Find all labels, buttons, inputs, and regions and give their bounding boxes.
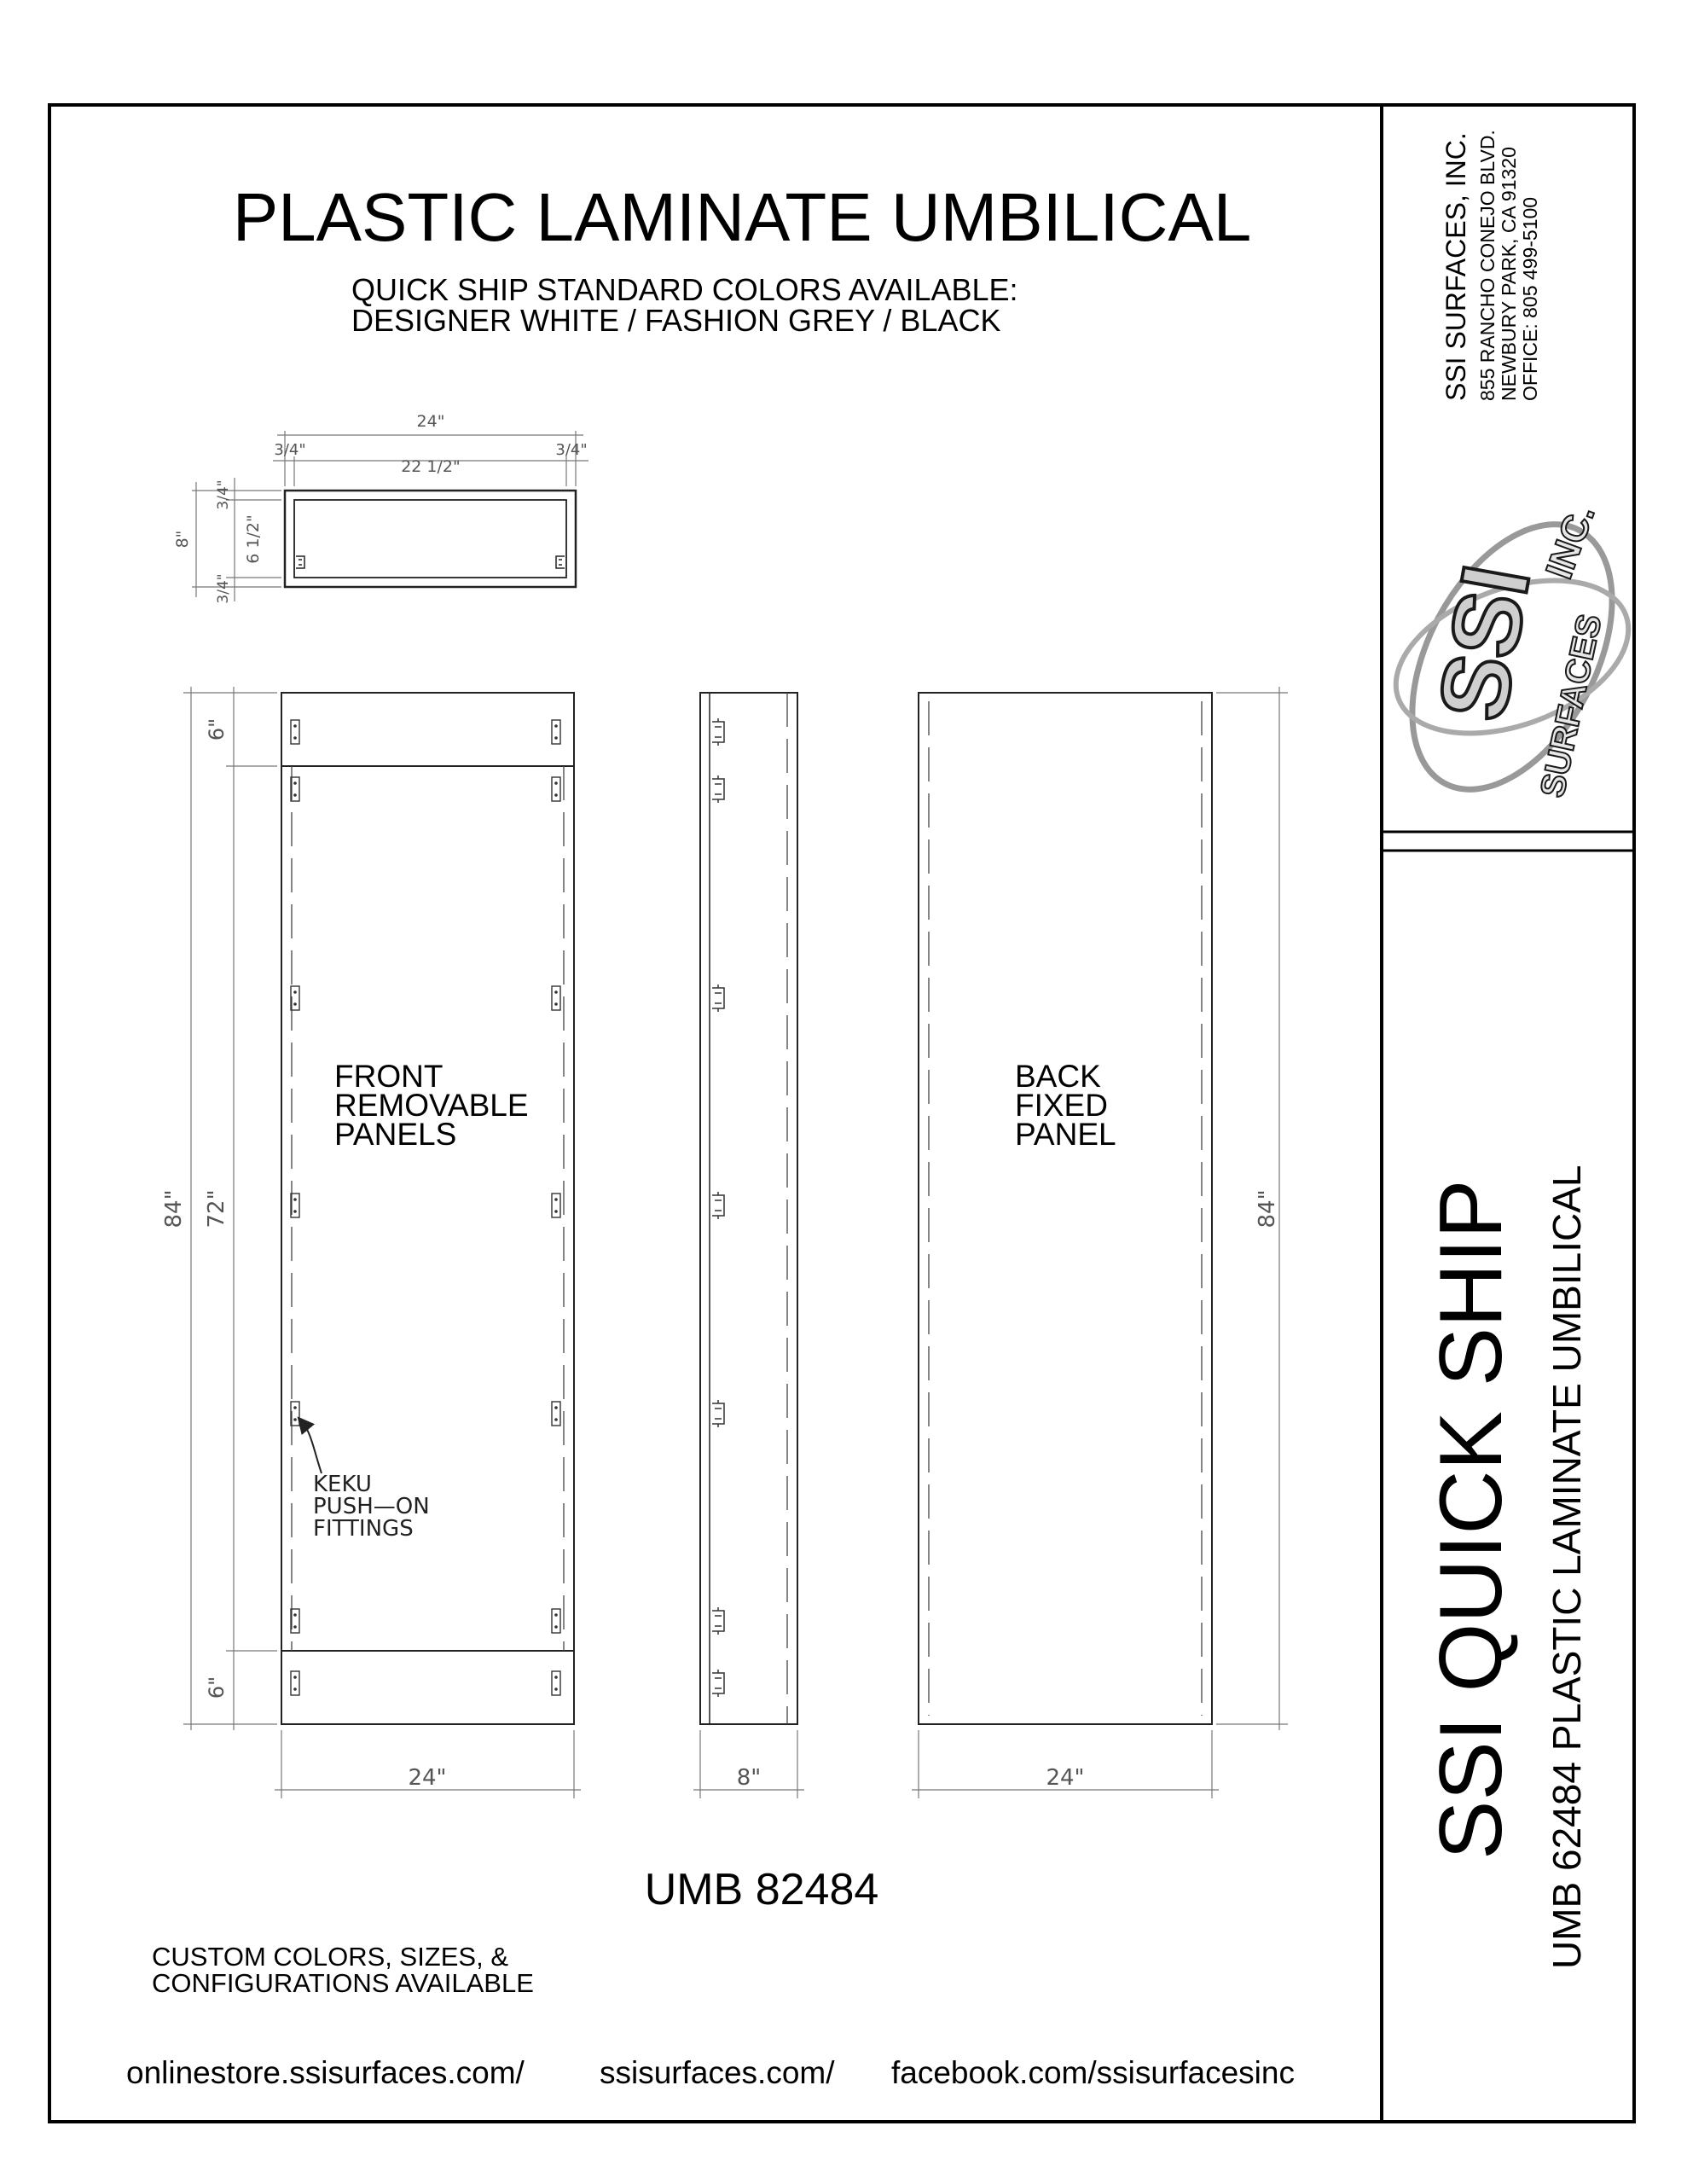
dim-edge-top: 3/4" <box>215 479 232 510</box>
top-section-view <box>173 412 588 604</box>
push-on-fitting <box>552 986 560 1010</box>
logo-mark: SSI <box>1417 557 1551 729</box>
front-panel-outline <box>281 693 574 1724</box>
fittings-group <box>712 718 724 1697</box>
back-label-line-2: FIXED <box>1015 1088 1108 1123</box>
side-panel-outline <box>700 693 797 1724</box>
callout-arrow <box>303 1423 322 1473</box>
back-panel-outline <box>919 693 1212 1724</box>
model-number: UMB 82484 <box>644 1865 879 1914</box>
logo-ring-inc: INC. <box>1538 499 1603 584</box>
push-on-fitting <box>552 1402 560 1426</box>
company-address-1: 855 RANCHO CONEJO BLVD. <box>1476 130 1499 401</box>
side-fitting-clip <box>712 985 724 1012</box>
side-view <box>693 693 804 1798</box>
logo-ring-surfaces: SURFACES <box>1533 611 1609 801</box>
dim-width-overall: 24" <box>416 412 445 431</box>
side-fitting-clip <box>712 775 724 803</box>
front-label-line-1: FRONT <box>334 1059 443 1094</box>
dim-side-width: 8" <box>736 1765 762 1791</box>
company-name: SSI SURFACES, INC. <box>1441 132 1471 401</box>
link-onlinestore[interactable]: onlinestore.ssisurfaces.com/ <box>126 2055 525 2090</box>
push-on-fitting <box>291 720 299 744</box>
front-label-line-3: PANELS <box>334 1117 457 1152</box>
back-label-line-3: PANEL <box>1015 1117 1116 1152</box>
link-website[interactable]: ssisurfaces.com/ <box>600 2055 835 2090</box>
dim-edge-left: 3/4" <box>274 441 306 459</box>
fitting-detail-right <box>556 556 565 568</box>
side-fitting-clip <box>712 1400 724 1427</box>
subtitle-line-2: DESIGNER WHITE / FASHION GREY / BLACK <box>351 303 1001 338</box>
dim-depth-inner: 6 1/2" <box>244 514 263 564</box>
custom-note-line-2: CONFIGURATIONS AVAILABLE <box>152 1968 534 1998</box>
dim-height-panels: 72" <box>204 1189 229 1228</box>
section-inner <box>294 500 566 578</box>
dim-bottom-band: 6" <box>205 1676 229 1699</box>
link-facebook[interactable]: facebook.com/ssisurfacesinc <box>891 2055 1295 2090</box>
callout-line-1: KEKU <box>313 1472 372 1497</box>
dim-edge-right: 3/4" <box>555 441 588 459</box>
push-on-fitting <box>291 1671 299 1695</box>
dim-back-width: 24" <box>1046 1765 1085 1791</box>
side-fitting-clip <box>712 1192 724 1219</box>
back-label-line-1: BACK <box>1015 1059 1101 1094</box>
custom-note-line-1: CUSTOM COLORS, SIZES, & <box>152 1942 509 1972</box>
push-on-fitting <box>552 720 560 744</box>
side-fitting-clip <box>712 718 724 746</box>
front-view <box>161 687 581 1798</box>
side-fitting-clip <box>712 1670 724 1697</box>
front-label-line-2: REMOVABLE <box>334 1088 529 1123</box>
push-on-fitting <box>552 1671 560 1695</box>
fitting-detail-left <box>296 556 304 568</box>
company-phone: OFFICE: 805 499-5100 <box>1519 196 1541 401</box>
push-on-fitting <box>552 1609 560 1633</box>
dim-front-width: 24" <box>408 1765 447 1791</box>
outer-border <box>49 105 1634 2122</box>
dim-top-band: 6" <box>205 717 229 741</box>
dim-depth-overall: 8" <box>173 530 192 549</box>
subtitle-line-1: QUICK SHIP STANDARD COLORS AVAILABLE: <box>351 272 1018 307</box>
ssi-logo <box>1371 491 1654 823</box>
company-address-2: NEWBURY PARK, CA 91320 <box>1498 147 1520 401</box>
section-outer <box>285 491 576 587</box>
push-on-fitting <box>552 777 560 801</box>
dim-edge-bottom: 3/4" <box>215 573 232 604</box>
company-address-block <box>1441 130 1541 401</box>
push-on-fitting <box>552 1194 560 1217</box>
title-block-subheading: UMB 62484 PLASTIC LAMINATE UMBILICAL <box>1545 1165 1589 1969</box>
title-block-heading: SSI QUICK SHIP <box>1422 1179 1521 1860</box>
sheet-title: PLASTIC LAMINATE UMBILICAL <box>232 179 1252 255</box>
dim-back-height: 84" <box>1255 1189 1280 1228</box>
fittings-group <box>291 720 560 1695</box>
callout-line-2: PUSH—ON <box>313 1494 430 1519</box>
dim-width-inner: 22 1/2" <box>401 457 461 476</box>
dim-height-overall: 84" <box>161 1189 187 1228</box>
callout-line-3: FITTINGS <box>313 1516 414 1542</box>
back-view <box>912 687 1288 1798</box>
side-fitting-clip <box>712 1607 724 1635</box>
